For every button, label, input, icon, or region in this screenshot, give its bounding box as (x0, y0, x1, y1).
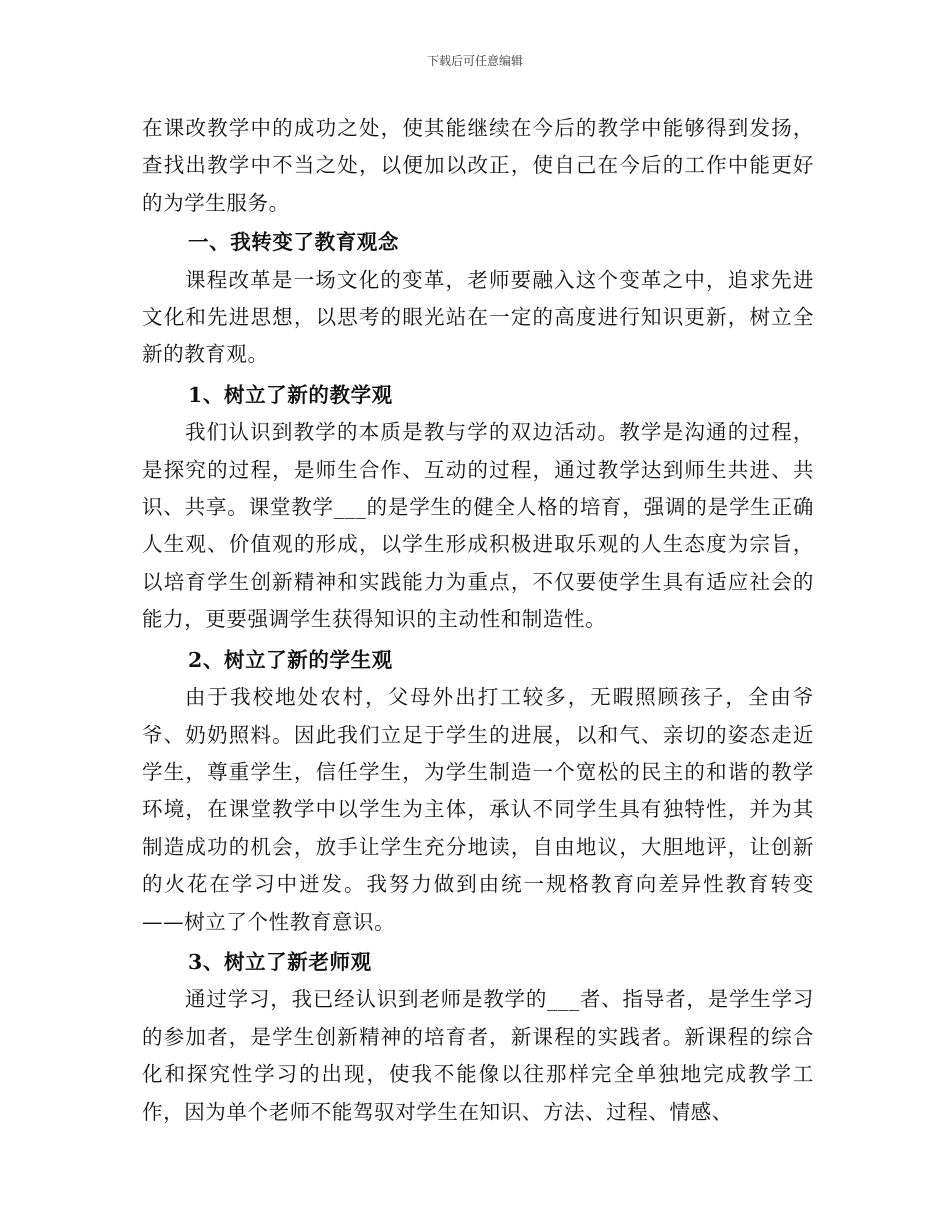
subsection-heading-1: 1、树立了新的教学观 (188, 382, 393, 407)
subsection-heading-2: 2、树立了新的学生观 (188, 647, 393, 672)
subsection-paragraph-3: 通过学习，我已经认识到老师是教学的___者、指导者，是学生学习的参加者，是学生创新精神的培育者，新课程的实践者。新课程的综合化和探究性学习的出现，使我不能像以往那样完全单独地完成教学工作，因为单个老师不能驾驭对学生在知识、方法、过程、情感、 (142, 987, 814, 1124)
subsection-heading-3: 3、树立了新老师观 (188, 949, 372, 974)
section-paragraph-1: 课程改革是一场文化的变革，老师要融入这个变革之中，追求先进文化和先进思想，以思考的眼光站在一定的高度进行知识更新，树立全新的教育观。 (142, 267, 814, 367)
intro-paragraph: 在课改教学中的成功之处，使其能继续在今后的教学中能够得到发扬，查找出教学中不当之处，以便加以改正，使自己在今后的工作中能更好的为学生服务。 (142, 116, 814, 215)
document-body (142, 110, 814, 1131)
section-heading-1: 一、我转变了教育观念 (188, 230, 399, 255)
page-header: 下载后可任意编辑 (426, 54, 523, 68)
subsection-paragraph-1: 我们认识到教学的本质是教与学的双边活动。教学是沟通的过程，是探究的过程，是师生合作、互动的过程，通过教学达到师生共进、共识、共享。课堂教学___的是学生的健全人格的培育，强调的是学生正确人生观、价值观的形成，以学生形成积极进取乐观的人生态度为宗旨，以培育学生创新精神和实践能力为重点，不仅要使学生具有适应社会的能力，更要强调学生获得知识的主动性和制造性。 (142, 420, 814, 632)
subsection-paragraph-2: 由于我校地处农村，父母外出打工较多，无暇照顾孩子，全由爷爷、奶奶照料。因此我们立足于学生的进展，以和气、亲切的姿态走近学生，尊重学生，信任学生，为学生制造一个宽松的民主的和谐的教学环境，在课堂教学中以学生为主体，承认不同学生具有独特性，并为其制造成功的机会，放手让学生充分地读，自由地议，大胆地评，让创新的火花在学习中迸发。我努力做到由统一规格教育向差异性教育转变——树立了个性教育意识。 (142, 685, 814, 934)
